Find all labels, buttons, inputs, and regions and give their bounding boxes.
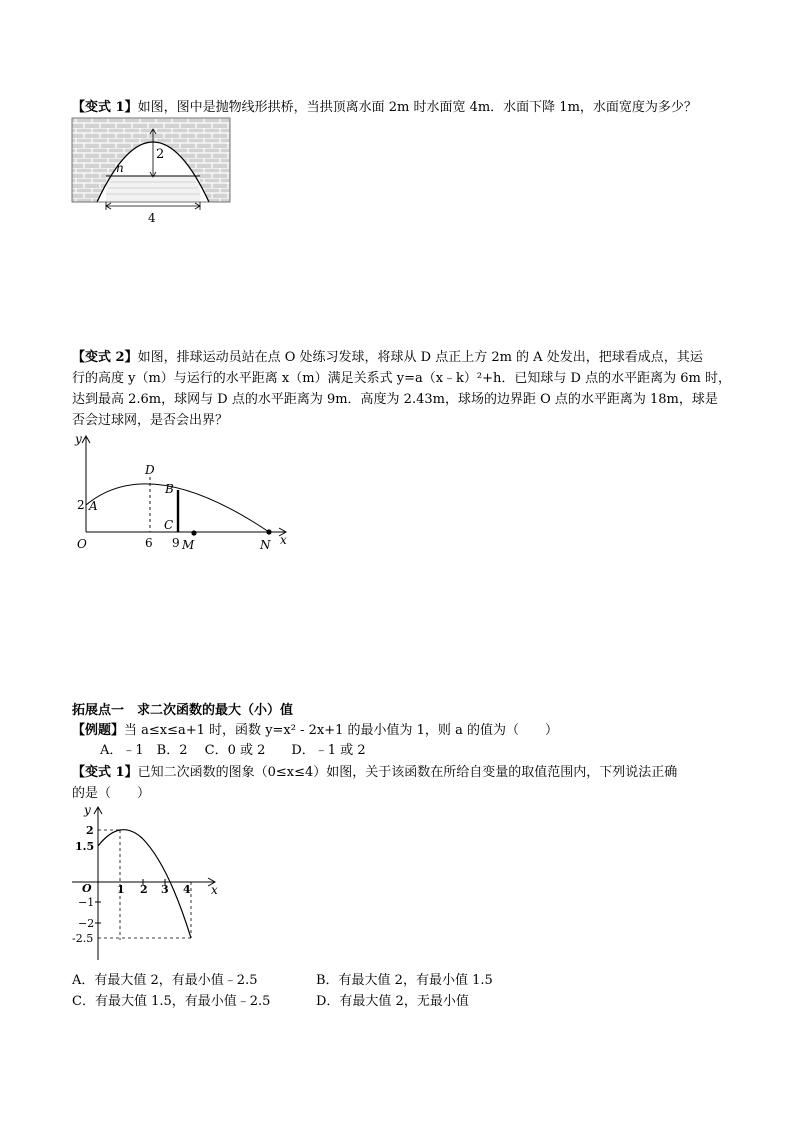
water-area	[106, 176, 200, 202]
width-label: 4	[148, 211, 156, 225]
problem1-text	[72, 97, 732, 118]
height-label: 2	[156, 147, 165, 162]
y-tick-label-neg1: −1	[78, 896, 95, 909]
options-row-2	[72, 992, 732, 1012]
problem2-line4: 否会过球网，是否会出界？	[72, 413, 229, 428]
option-b: B．有最大值 2，有最小值 1.5	[316, 973, 493, 988]
y-tick-label-neg2-5: -2.5	[72, 932, 94, 945]
y-tick-label-1-5: 1.5	[75, 840, 95, 853]
example-body: 当 a≤x≤a+1 时，函数 y=x² - 2x+1 的最小值为 1，则 a 的值为（ ）	[124, 723, 558, 738]
point-d-label: D	[145, 463, 155, 477]
problem2-line2: 行的高度 y（m）与运行的水平距离 x（m）满足关系式 y=a（x﹣k）²+h．已知球与 D 点的水平距离为 6m 时，	[72, 371, 731, 386]
y-tick-label-neg2: −2	[78, 917, 95, 930]
example-text	[72, 720, 732, 741]
variant-line1: 【变式 1】已知二次函数的图象（0≤x≤4）如图，关于该函数在所给自变量的取值范围内，下列说法正确	[72, 765, 678, 780]
graph-origin-label: O	[82, 882, 92, 895]
point-a-label: A	[89, 499, 98, 513]
option-d: D．有最大值 2，无最小值	[316, 994, 469, 1009]
origin-label: O	[77, 537, 87, 551]
y-axis-label: y	[75, 432, 82, 446]
problem2-tag: 【变式 2】	[72, 350, 138, 365]
point-m	[191, 530, 196, 535]
x-tick-label-4: 4	[183, 883, 191, 896]
example-tag: 【例题】	[72, 723, 125, 738]
graph-x-label: x	[211, 883, 218, 897]
point-m-label: M	[182, 538, 195, 552]
point-n-label: N	[260, 538, 271, 552]
volleyball-figure	[72, 430, 292, 552]
variant-text	[72, 762, 732, 804]
variant-tag: 【变式 1】	[72, 765, 138, 780]
problem1-tag: 【变式 1】	[72, 100, 138, 115]
point-b-label: B	[165, 482, 174, 496]
options-row-1	[72, 971, 732, 991]
quadratic-graph-figure	[72, 804, 232, 964]
x-tick-label-1: 1	[117, 883, 125, 896]
y2-label: 2	[77, 498, 85, 512]
x-tick-label-2: 2	[140, 883, 148, 896]
x9-label: 9	[172, 536, 180, 550]
option-c: C．有最大值 1.5，有最小值﹣2.5	[72, 994, 271, 1009]
graph-y-label: y	[84, 803, 91, 817]
arch-bridge-figure	[72, 118, 232, 226]
example-options: A．﹣1 B．2 C．0 或 2 D．﹣1 或 2	[100, 743, 366, 758]
problem2-line3: 达到最高 2.6m，球网与 D 点的水平距离为 9m．高度为 2.43m，球场的边界距 O 点的水平距离为 18m，球是	[72, 392, 718, 407]
x-axis-label: x	[280, 533, 287, 547]
problem2-line1: 【变式 2】如图，排球运动员站在点 O 处练习发球，将球从 D 点正上方 2m 的 A 处发出，把球看成点，其运	[72, 350, 703, 365]
section-title: 拓展点一 求二次函数的最大（小）值	[72, 703, 294, 718]
x6-label: 6	[145, 536, 153, 550]
x-tick-label-3: 3	[161, 883, 169, 896]
variant-line2: 的是（ ）	[72, 786, 151, 801]
problem1-body: 如图，图中是抛物线形拱桥，当拱顶离水面 2m 时水面宽 4m．水面下降 1m，水面宽度为多少？	[137, 100, 697, 115]
y-tick-label-2: 2	[86, 824, 94, 837]
point-n	[266, 529, 271, 534]
point-c-label: C	[164, 518, 174, 532]
problem2-text	[72, 347, 732, 431]
option-a: A．有最大值 2，有最小值﹣2.5	[72, 973, 258, 988]
water-label: n	[116, 161, 124, 175]
